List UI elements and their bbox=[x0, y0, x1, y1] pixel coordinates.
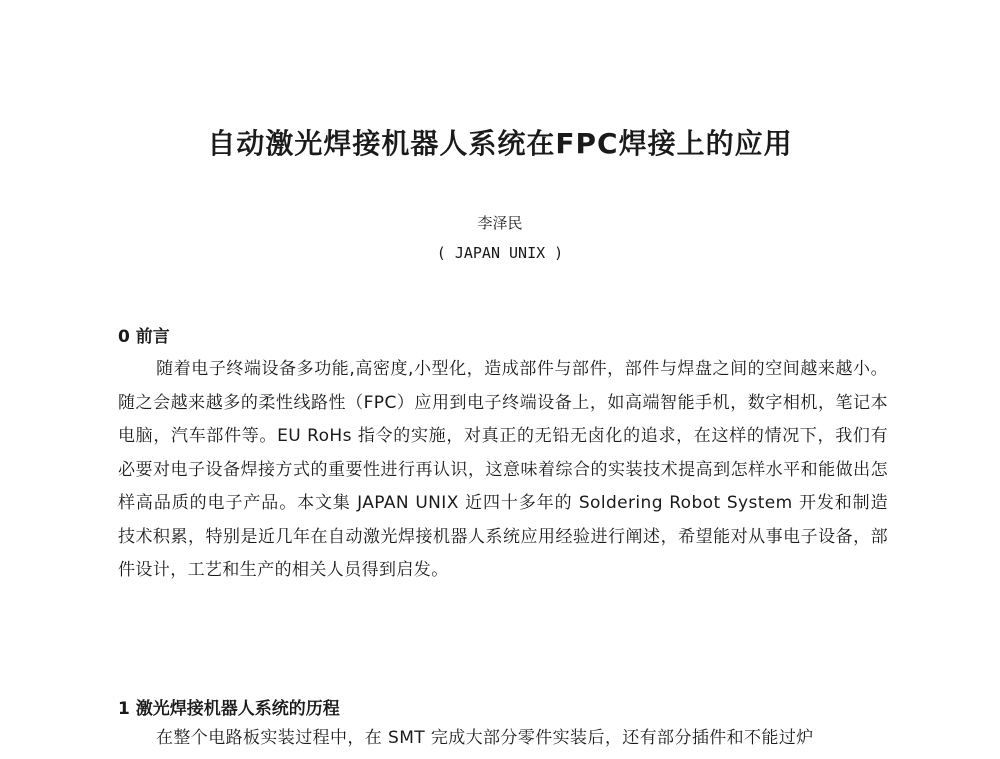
preface-paragraph bbox=[118, 353, 888, 588]
history-paragraph bbox=[118, 722, 888, 756]
author-affiliation: ( JAPAN UNIX ) bbox=[436, 244, 564, 262]
section-heading-preface: 0 前言 bbox=[118, 327, 170, 347]
section-heading-history: 1 激光焊接机器人系统的历程 bbox=[118, 699, 340, 719]
author-name: 李泽民 bbox=[477, 214, 523, 232]
page-title: 自动激光焊接机器人系统在FPC焊接上的应用 bbox=[207, 127, 793, 160]
history-paragraph-text: 在整个电路板实装过程中，在 SMT 完成大部分零件实装后，还有部分插件和不能过炉 bbox=[156, 728, 814, 748]
preface-paragraph-text: 随着电子终端设备多功能,高密度,小型化，造成部件与部件，部件与焊盘之间的空间越来越小。随之会越来越多的柔性线路性（FPC）应用到电子终端设备上，如高端智能手机，数字相机，笔记本电脑，汽车部件等。EU RoHs 指令的实施，对真正的无铅无卤化的追求，在这样的情况下，我们有必要对电子设备焊接方式的重要性进行再认识，这意味着综合的实装技术提高到怎样水平和能做出怎样高品质的电子产品。本文集 JAPAN UNIX 近四十多年的 Soldering Robot System 开发和制造技术积累，特别是近几年在自动激光焊接机器人系统应用经验进行阐述，希望能对从事电子设备，部件设计，工艺和生产的相关人员得到启发。 bbox=[118, 359, 888, 580]
